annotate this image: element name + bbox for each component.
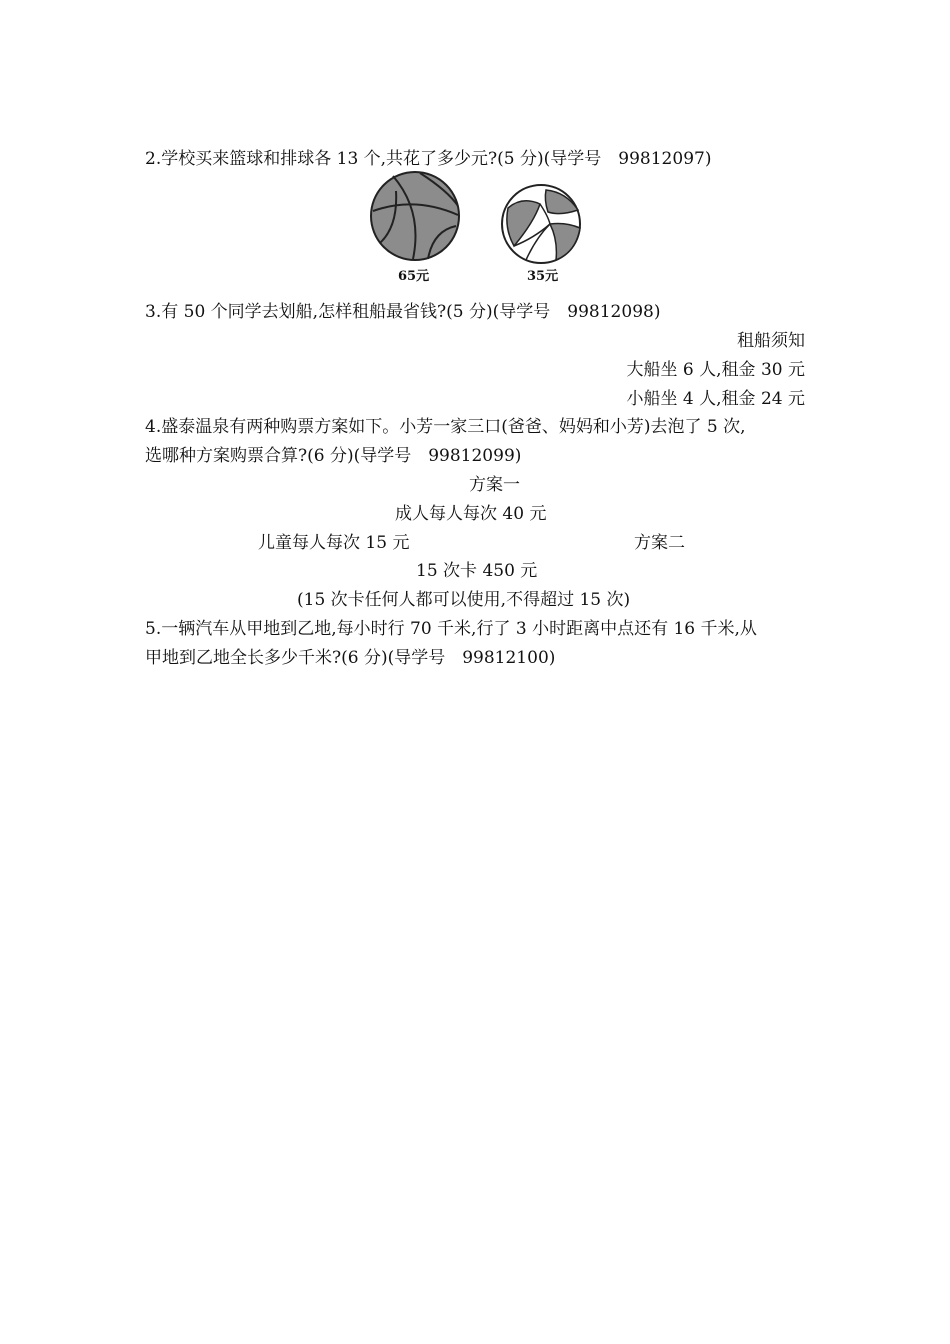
question-5-line-2: 甲地到乙地全长多少千米?(6 分)(导学号 99812100) bbox=[145, 648, 556, 668]
plan-2-title: 方案二 bbox=[634, 533, 685, 553]
plan-2-card-price: 15 次卡 450 元 bbox=[416, 561, 538, 581]
plan-2-note: (15 次卡任何人都可以使用,不得超过 15 次) bbox=[297, 590, 631, 610]
basketball-image bbox=[368, 171, 464, 265]
question-3: 3.有 50 个同学去划船,怎样租船最省钱?(5 分)(导学号 99812098) bbox=[145, 302, 661, 322]
small-boat-rule: 小船坐 4 人,租金 24 元 bbox=[626, 389, 805, 409]
plan-1-title: 方案一 bbox=[469, 475, 520, 495]
question-5-line-1: 5.一辆汽车从甲地到乙地,每小时行 70 千米,行了 3 小时距离中点还有 16 千米,从 bbox=[145, 619, 757, 639]
question-4-line-2: 选哪种方案购票合算?(6 分)(导学号 99812099) bbox=[145, 446, 522, 466]
volleyball-image bbox=[500, 182, 584, 270]
question-4-line-1: 4.盛泰温泉有两种购票方案如下。小芳一家三口(爸爸、妈妈和小芳)去泡了 5 次, bbox=[145, 417, 746, 437]
plan-1-child-price: 儿童每人每次 15 元 bbox=[258, 533, 410, 553]
plan-1-adult-price: 成人每人每次 40 元 bbox=[395, 504, 547, 524]
big-boat-rule: 大船坐 6 人,租金 30 元 bbox=[626, 360, 805, 380]
question-2: 2.学校买来篮球和排球各 13 个,共花了多少元?(5 分)(导学号 99812097) bbox=[145, 149, 712, 169]
volleyball-price: 35元 bbox=[527, 269, 559, 284]
basketball-price: 65元 bbox=[398, 269, 430, 284]
boat-notice-title: 租船须知 bbox=[737, 331, 805, 351]
